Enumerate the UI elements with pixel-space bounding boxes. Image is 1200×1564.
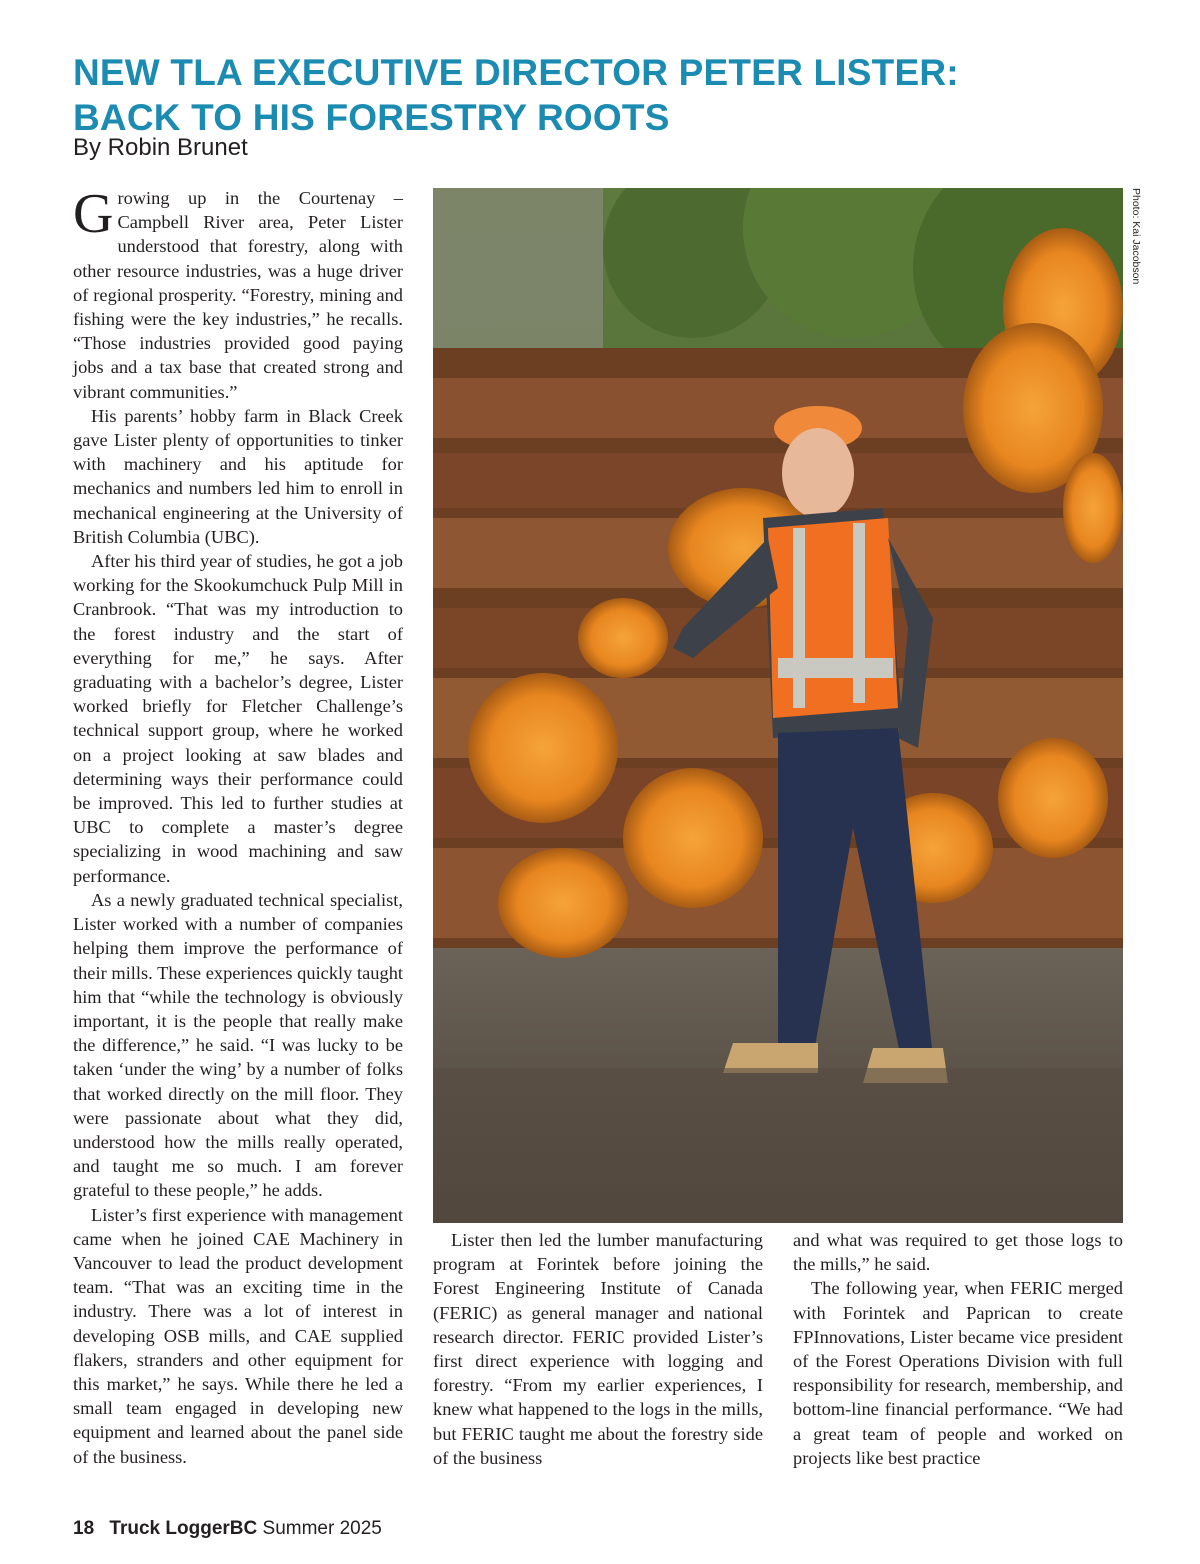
paragraph: The following year, when FERIC merged with Forintek and Paprican to create FPInnovations, Lister became vice president of the Forest Operations Division with full responsibility for research, membership, and bottom-line financial performance. “We had a great team of people and worked on projects like best practice xyxy=(793,1278,1123,1468)
paragraph: Lister then led the lumber manufacturing program at Forintek before joining the Forest Engineering Institute of Canada (FERIC) as general manager and national research director. FERIC provided Lister’s first direct experience with logging and forestry. “From my earlier experiences, I knew what happened to the logs in the mills, but FERIC taught me about the forestry side of the business xyxy=(433,1230,763,1468)
paragraph: Lister’s first experience with management came when he joined CAE Machinery in Vancouver to lead the product development team. “That was an exciting time in the industry. There was a lot of interest in developing OSB mills, and CAE supplied flakers, stranders and other equipment for this market,” he says. While there he led a small team engaged in developing new equipment and learned about the panel side of the business. xyxy=(73,1204,403,1467)
paragraph: and what was required to get those logs to the mills,” he said. xyxy=(793,1230,1123,1275)
drop-cap: G xyxy=(73,183,114,245)
article-column-1 xyxy=(73,183,403,1469)
title-line-1: NEW TLA EXECUTIVE DIRECTOR PETER LISTER: xyxy=(73,52,959,93)
article-column-2 xyxy=(433,1228,763,1470)
article-column-3 xyxy=(793,1228,1123,1470)
paragraph: As a newly graduated technical specialist, Lister worked with a number of companies helping them improve the performance of their mills. These experiences quickly taught him that “while the technology is obviously important, it is the people that really make the difference,” he said. “I was lucky to be taken ‘under the wing’ by a number of folks that worked directly on the mill floor. They were passionate about what they did, understood how the mills really operated, and taught me so much. I am forever grateful to these people,” he adds. xyxy=(73,889,403,1201)
feature-photo-illustration xyxy=(433,188,1123,1223)
paragraph: His parents’ hobby farm in Black Creek gave Lister plenty of opportunities to tinker with machinery and his aptitude for mechanics and numbers led him to enroll in mechanical engineering at the University of British Columbia (UBC). xyxy=(73,405,403,547)
issue-date: Summer 2025 xyxy=(262,1518,382,1539)
byline: By Robin Brunet xyxy=(73,134,248,161)
paragraph: After his third year of studies, he got a job working for the Skookumchuck Pulp Mill in Cranbrook. “That was my introduction to the forest industry and the start of everything for me,” he says. After graduating with a bachelor’s degree, Lister worked briefly for Fletcher Challenge’s technical support group, where he worked on a project looking at saw blades and determining ways their performance could be improved. This led to further studies at UBC to complete a master’s degree specializing in wood machining and saw performance. xyxy=(73,551,403,886)
paragraph xyxy=(73,183,403,404)
title-line-2: BACK TO HIS FORESTRY ROOTS xyxy=(73,97,670,138)
feature-photo xyxy=(433,188,1123,1223)
page-footer xyxy=(73,1518,382,1540)
article-title xyxy=(73,50,1073,140)
paragraph-text: rowing up in the Courtenay – Campbell River area, Peter Lister understood that forestry, along with other resource industries, was a huge driver of regional prosperity. “Forestry, mining and fishing were the key industries,” he recalls. “Those industries provided good paying jobs and a tax base that created strong and vibrant communities.” xyxy=(73,188,403,402)
photo-credit: Photo: Kai Jacobson xyxy=(1130,188,1142,285)
magazine-name: Truck LoggerBC xyxy=(109,1518,258,1539)
page-number: 18 xyxy=(73,1518,95,1539)
